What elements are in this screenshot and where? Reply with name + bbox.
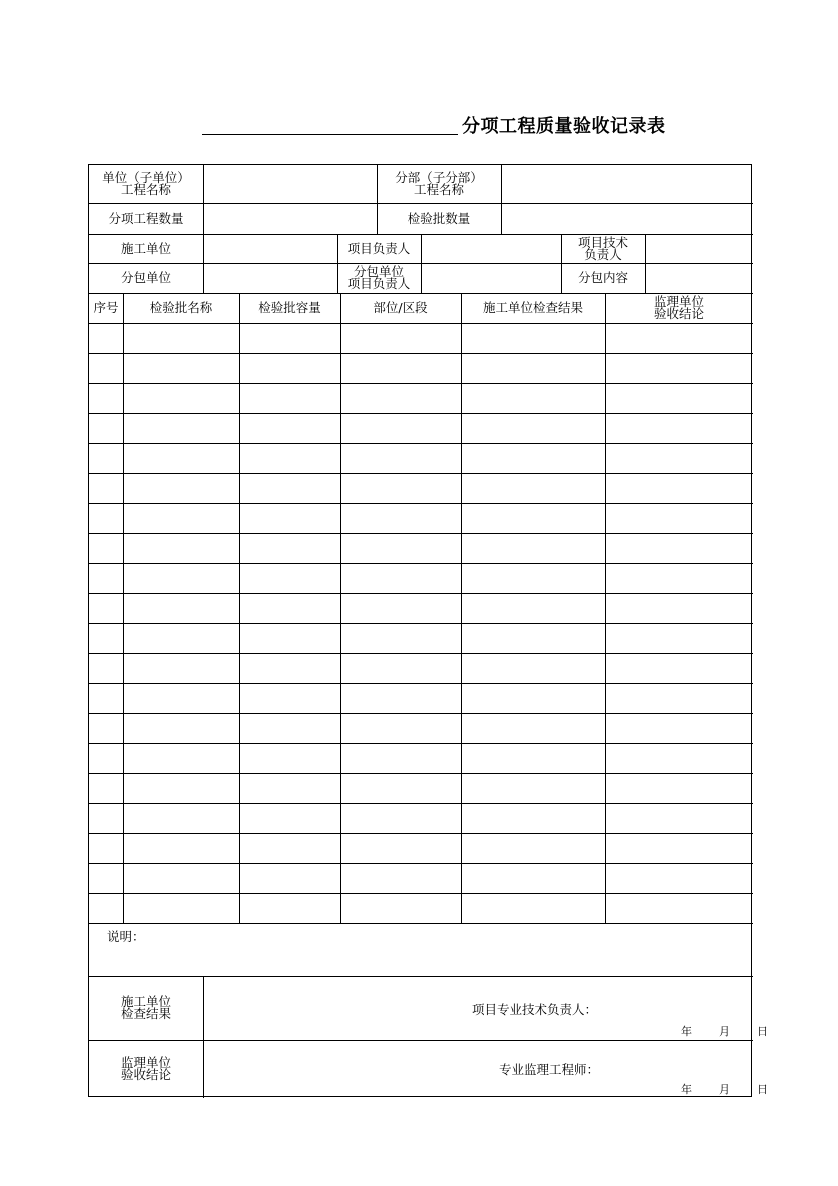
col-header-seq: 序号: [93, 300, 119, 315]
table-cell[interactable]: [461, 413, 605, 443]
supervisor-conclusion-label: [89, 1040, 203, 1097]
contractor-result-label-line2: 检查结果: [120, 1006, 171, 1021]
supervisor-conclusion-date: [681, 1081, 768, 1097]
table-cell[interactable]: [239, 563, 340, 593]
table-cell[interactable]: [239, 413, 340, 443]
table-cell[interactable]: [123, 683, 239, 713]
date-year-label: 年: [681, 1083, 692, 1096]
table-cell[interactable]: [123, 863, 239, 893]
division-name-label-line2: 工程名称: [413, 182, 464, 197]
table-cell[interactable]: [605, 743, 753, 773]
table-cell[interactable]: [89, 653, 123, 683]
sub-manager-label-line2: 项目负责人: [347, 276, 411, 291]
table-cell[interactable]: [239, 353, 340, 383]
table-cell[interactable]: [239, 623, 340, 653]
table-cell[interactable]: [89, 863, 123, 893]
sub-content-field[interactable]: [645, 263, 753, 293]
table-cell[interactable]: [605, 773, 753, 803]
table-cell[interactable]: [89, 563, 123, 593]
col-header-contractor-result: 施工单位检查结果: [482, 300, 583, 315]
unit-name-label: [89, 165, 203, 203]
divider: [89, 203, 753, 204]
table-cell[interactable]: [605, 503, 753, 533]
divider: [89, 323, 753, 324]
divider: [377, 165, 378, 234]
table-cell[interactable]: [605, 473, 753, 503]
divider: [501, 165, 502, 234]
divider: [605, 293, 606, 923]
date-month-label: 月: [719, 1083, 730, 1096]
table-cell[interactable]: [461, 803, 605, 833]
division-name-label: [377, 165, 501, 203]
table-cell[interactable]: [461, 353, 605, 383]
supervisor-conclusion-label-line1: 监理单位: [120, 1054, 171, 1070]
table-cell[interactable]: [340, 683, 461, 713]
division-name-label-line1: 分部（子分部）: [395, 170, 483, 185]
divider: [89, 293, 753, 294]
note-label: 说明：: [107, 929, 145, 944]
table-cell[interactable]: [461, 653, 605, 683]
contractor-field[interactable]: [203, 234, 337, 263]
contractor-result-label-line1: 施工单位: [120, 994, 171, 1009]
table-cell[interactable]: [340, 893, 461, 923]
table-cell[interactable]: [340, 563, 461, 593]
table-cell[interactable]: [239, 743, 340, 773]
table-cell[interactable]: [340, 323, 461, 353]
table-cell[interactable]: [340, 353, 461, 383]
table-cell[interactable]: [340, 833, 461, 863]
item-count-field[interactable]: [203, 203, 377, 234]
supervisor-engineer-signature-label: 专业监理工程师：: [499, 1062, 600, 1077]
table-cell[interactable]: [605, 443, 753, 473]
table-cell[interactable]: [123, 473, 239, 503]
table-cell[interactable]: [605, 383, 753, 413]
table-cell[interactable]: [89, 533, 123, 563]
table-cell[interactable]: [461, 383, 605, 413]
item-count-label: 分项工程数量: [108, 210, 184, 226]
table-cell[interactable]: [89, 833, 123, 863]
table-cell[interactable]: [461, 443, 605, 473]
table-cell[interactable]: [605, 893, 753, 923]
divider: [337, 234, 338, 293]
table-cell[interactable]: [461, 713, 605, 743]
table-cell[interactable]: [89, 683, 123, 713]
table-cell[interactable]: [123, 713, 239, 743]
table-cell[interactable]: [340, 413, 461, 443]
supervisor-conclusion-label-line2: 验收结论: [120, 1066, 171, 1082]
table-cell[interactable]: [89, 593, 123, 623]
table-cell[interactable]: [123, 893, 239, 923]
table-cell[interactable]: [123, 593, 239, 623]
table-cell[interactable]: [123, 533, 239, 563]
divider: [461, 293, 462, 923]
batch-count-field[interactable]: [501, 203, 753, 234]
table-cell[interactable]: [123, 443, 239, 473]
col-header-supervisor-line2: 验收结论: [653, 306, 704, 321]
table-cell[interactable]: [123, 353, 239, 383]
table-cell[interactable]: [89, 443, 123, 473]
table-cell[interactable]: [461, 593, 605, 623]
page-title: 分项工程质量验收记录表: [462, 116, 666, 137]
unit-name-label-line1: 单位（子单位）: [102, 170, 190, 185]
table-cell[interactable]: [239, 383, 340, 413]
col-header-batch-name: 检验批名称: [149, 300, 213, 315]
col-header-location: 部位/区段: [373, 300, 428, 315]
table-cell[interactable]: [239, 473, 340, 503]
table-cell[interactable]: [239, 773, 340, 803]
table-cell[interactable]: [340, 383, 461, 413]
table-cell[interactable]: [461, 533, 605, 563]
table-cell[interactable]: [123, 773, 239, 803]
table-cell[interactable]: [605, 803, 753, 833]
table-cell[interactable]: [340, 503, 461, 533]
table-cell[interactable]: [340, 863, 461, 893]
contractor-tech-lead-signature-label: 项目专业技术负责人：: [472, 1002, 598, 1017]
sub-manager-label: [337, 263, 421, 293]
table-cell[interactable]: [123, 503, 239, 533]
table-cell[interactable]: [123, 803, 239, 833]
col-header-batch-capacity: 检验批容量: [258, 300, 321, 315]
table-cell[interactable]: [605, 593, 753, 623]
table-cell[interactable]: [123, 383, 239, 413]
sub-content-label: 分包内容: [577, 270, 628, 285]
table-cell[interactable]: [89, 383, 123, 413]
division-name-field[interactable]: [501, 165, 753, 203]
table-cell[interactable]: [340, 773, 461, 803]
table-cell[interactable]: [239, 593, 340, 623]
divider: [561, 234, 562, 293]
table-cell[interactable]: [239, 863, 340, 893]
inspection-form: [88, 164, 768, 1097]
table-cell[interactable]: [340, 593, 461, 623]
contractor-result-label: [89, 976, 203, 1040]
table-cell[interactable]: [89, 323, 123, 353]
table-cell[interactable]: [123, 743, 239, 773]
table-cell[interactable]: [89, 353, 123, 383]
col-header-supervisor-line1: 监理单位: [653, 294, 704, 309]
table-cell[interactable]: [461, 563, 605, 593]
subcontractor-field[interactable]: [203, 263, 337, 293]
date-day-label: 日: [757, 1083, 768, 1096]
table-cell[interactable]: [461, 833, 605, 863]
table-cell[interactable]: [89, 893, 123, 923]
table-cell[interactable]: [605, 323, 753, 353]
unit-name-label-line2: 工程名称: [120, 182, 171, 197]
table-cell[interactable]: [461, 773, 605, 803]
table-cell[interactable]: [340, 533, 461, 563]
table-cell[interactable]: [340, 743, 461, 773]
table-cell[interactable]: [340, 473, 461, 503]
table-cell[interactable]: [123, 323, 239, 353]
project-manager-label: 项目负责人: [347, 240, 411, 256]
table-cell[interactable]: [239, 683, 340, 713]
table-cell[interactable]: [239, 443, 340, 473]
table-cell[interactable]: [340, 713, 461, 743]
table-cell[interactable]: [340, 653, 461, 683]
table-cell[interactable]: [89, 743, 123, 773]
table-cell[interactable]: [239, 533, 340, 563]
tech-lead-label-line1: 项目技术: [577, 234, 628, 250]
table-cell[interactable]: [239, 653, 340, 683]
date-month-label: 月: [719, 1025, 730, 1038]
table-cell[interactable]: [89, 473, 123, 503]
table-cell[interactable]: [340, 803, 461, 833]
col-header-supervisor-conclusion: [605, 293, 753, 323]
table-cell[interactable]: [605, 413, 753, 443]
table-cell[interactable]: [89, 713, 123, 743]
note-field[interactable]: [89, 923, 753, 976]
table-cell[interactable]: [605, 563, 753, 593]
table-cell[interactable]: [239, 893, 340, 923]
table-cell[interactable]: [461, 623, 605, 653]
table-cell[interactable]: [239, 803, 340, 833]
divider: [203, 165, 204, 234]
table-cell[interactable]: [461, 323, 605, 353]
unit-name-field[interactable]: [203, 165, 377, 203]
divider: [645, 234, 646, 293]
divider: [340, 293, 341, 923]
divider: [239, 293, 240, 923]
table-cell[interactable]: [605, 833, 753, 863]
table-cell[interactable]: [461, 683, 605, 713]
table-cell[interactable]: [123, 563, 239, 593]
table-cell[interactable]: [605, 623, 753, 653]
table-cell[interactable]: [123, 833, 239, 863]
contractor-label: 施工单位: [120, 240, 171, 256]
table-cell[interactable]: [605, 683, 753, 713]
table-cell[interactable]: [89, 503, 123, 533]
project-manager-field[interactable]: [421, 234, 561, 263]
sub-manager-field[interactable]: [421, 263, 561, 293]
date-day-label: 日: [757, 1025, 768, 1038]
table-cell[interactable]: [605, 863, 753, 893]
table-cell[interactable]: [461, 863, 605, 893]
contractor-result-date: [681, 1023, 768, 1039]
batch-count-label: 检验批数量: [407, 210, 471, 226]
table-cell[interactable]: [461, 893, 605, 923]
table-cell[interactable]: [239, 833, 340, 863]
table-cell[interactable]: [605, 533, 753, 563]
table-cell[interactable]: [123, 413, 239, 443]
table-cell[interactable]: [461, 743, 605, 773]
date-year-label: 年: [681, 1025, 692, 1038]
table-cell[interactable]: [123, 653, 239, 683]
table-cell[interactable]: [340, 623, 461, 653]
table-cell[interactable]: [123, 623, 239, 653]
table-cell[interactable]: [239, 323, 340, 353]
table-cell[interactable]: [89, 773, 123, 803]
title-blank-underline: [202, 134, 458, 135]
table-cell[interactable]: [340, 443, 461, 473]
divider: [421, 234, 422, 293]
table-cell[interactable]: [461, 473, 605, 503]
tech-lead-field[interactable]: [645, 234, 753, 263]
divider: [123, 293, 124, 923]
table-cell[interactable]: [461, 503, 605, 533]
tech-lead-label: [561, 234, 645, 263]
table-cell[interactable]: [605, 353, 753, 383]
table-cell[interactable]: [89, 803, 123, 833]
supervisor-conclusion-field[interactable]: [203, 1040, 753, 1097]
table-cell[interactable]: [605, 713, 753, 743]
table-cell[interactable]: [605, 653, 753, 683]
subcontractor-label: 分包单位: [120, 270, 171, 285]
table-cell[interactable]: [239, 713, 340, 743]
table-cell[interactable]: [89, 623, 123, 653]
table-cell[interactable]: [89, 413, 123, 443]
divider: [203, 234, 204, 293]
tech-lead-label-line2: 负责人: [584, 246, 622, 262]
table-cell[interactable]: [239, 503, 340, 533]
sub-manager-label-line1: 分包单位: [353, 264, 404, 279]
